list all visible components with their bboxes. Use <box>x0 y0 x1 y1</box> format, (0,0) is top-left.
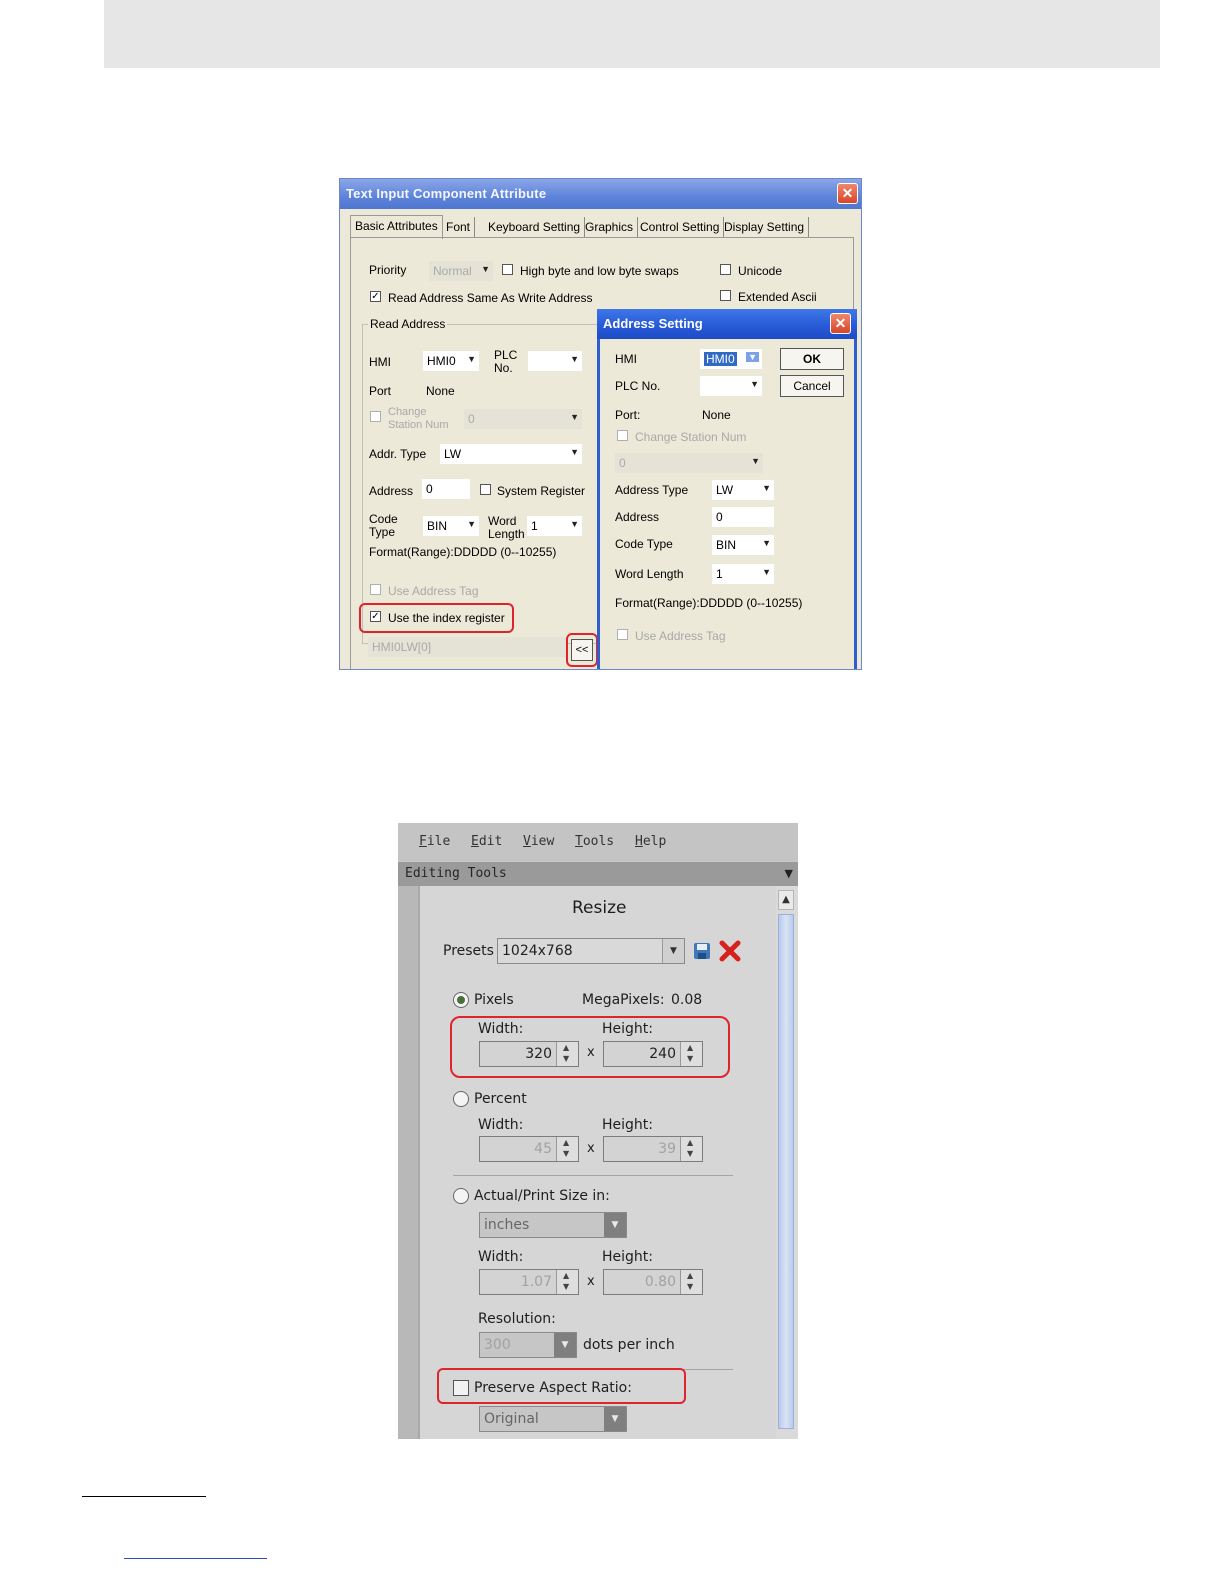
change-station-value: 0 <box>468 412 475 426</box>
port-value: None <box>426 384 455 398</box>
editing-tools-title: Editing Tools <box>405 866 507 881</box>
addr-word-length-label: Word Length <box>615 567 684 581</box>
stepper-arrows[interactable] <box>680 1137 702 1161</box>
chevron-down-icon: ▼ <box>762 567 771 577</box>
chevron-down-icon[interactable]: ▼ <box>563 1054 570 1063</box>
highlight-collapse-button <box>566 633 598 667</box>
addr-word-length-value: 1 <box>716 567 723 581</box>
menu-edit-label: dit <box>478 834 503 849</box>
chevron-down-icon[interactable]: ▼ <box>687 1149 694 1158</box>
divider <box>453 1175 733 1176</box>
actual-size-label: Actual/Print Size in: <box>474 1188 610 1204</box>
system-register-checkbox[interactable] <box>480 484 491 495</box>
read-same-label: Read Address Same As Write Address <box>388 291 593 305</box>
resolution-label: Resolution: <box>478 1311 556 1327</box>
menu-help-mnemonic: H <box>635 834 643 849</box>
chevron-up-icon[interactable]: ▲ <box>687 1271 694 1280</box>
chevron-down-icon: ▼ <box>762 538 771 548</box>
close-icon[interactable]: ✕ <box>830 313 851 334</box>
tab-basic-attributes[interactable]: Basic Attributes <box>350 215 443 239</box>
menu-edit-mnemonic: E <box>471 834 479 849</box>
use-address-tag-checkbox[interactable] <box>370 584 381 595</box>
chevron-down-icon: ▼ <box>467 519 476 529</box>
addr-change-station-label: Change Station Num <box>635 430 747 444</box>
tab-control-setting[interactable]: Control Setting <box>636 217 724 237</box>
presets-dropdown[interactable] <box>497 938 685 964</box>
menu-tools-mnemonic: T <box>575 834 583 849</box>
unit-dropdown[interactable] <box>479 1212 627 1238</box>
highlight-index-register <box>359 603 514 633</box>
menu-file-mnemonic: F <box>419 834 427 849</box>
stepper-arrows[interactable] <box>556 1270 578 1294</box>
pixels-width-value: 320 <box>525 1046 552 1062</box>
pixels-radio[interactable] <box>453 992 469 1008</box>
chevron-down-icon: ▼ <box>750 379 759 389</box>
dialog-title: Text Input Component Attribute <box>346 186 547 201</box>
pixels-radio-dot <box>457 996 465 1004</box>
change-station-checkbox[interactable] <box>370 411 381 422</box>
resize-tool-window <box>398 823 798 1439</box>
chevron-down-icon: ▼ <box>554 1333 576 1357</box>
address-label: Address <box>369 484 414 498</box>
percent-width-stepper[interactable] <box>479 1136 579 1162</box>
address-input[interactable]: 0 <box>422 479 470 499</box>
use-index-register-checkbox[interactable]: ✓ <box>371 611 380 622</box>
chevron-down-icon: ▼ <box>662 939 684 963</box>
menu-help[interactable] <box>635 834 666 849</box>
addr-type-label: Addr. Type <box>369 447 427 461</box>
footer-link-rule <box>124 1558 267 1559</box>
extended-ascii-label: Extended Ascii <box>738 290 817 304</box>
chevron-down-icon: ▼ <box>762 483 771 493</box>
presets-label: Presets <box>443 943 494 959</box>
chevron-down-icon: ▼ <box>570 354 579 364</box>
addr-type-value: LW <box>716 483 734 497</box>
tab-keyboard-setting[interactable]: Keyboard Setting <box>484 217 585 237</box>
format-range-text: Format(Range):DDDDD (0--10255) <box>369 545 557 559</box>
hmi-value: HMI0 <box>427 354 456 368</box>
unicode-checkbox[interactable] <box>720 264 731 275</box>
menu-file[interactable] <box>419 834 450 849</box>
menu-bar <box>398 823 798 861</box>
addr-address-label: Address <box>615 510 660 524</box>
caret-down-icon[interactable]: ▼ <box>784 867 793 880</box>
preserve-aspect-label: Preserve Aspect Ratio: <box>474 1380 632 1396</box>
megapixels-label: MegaPixels: <box>582 992 665 1008</box>
addr-use-address-tag-checkbox[interactable] <box>617 629 628 640</box>
presets-value: 1024x768 <box>502 943 573 959</box>
byte-swap-checkbox[interactable] <box>502 264 513 275</box>
chevron-up-icon[interactable]: ▲ <box>563 1271 570 1280</box>
menu-edit[interactable] <box>471 834 502 849</box>
addr-hmi-value: HMI0 <box>706 352 735 366</box>
address-setting-title: Address Setting <box>603 316 703 331</box>
plc-no-dropdown[interactable] <box>528 351 582 371</box>
use-index-register-label: Use the index register <box>388 611 505 625</box>
priority-value: Normal <box>433 264 472 278</box>
actual-width-stepper[interactable] <box>479 1269 579 1295</box>
addr-word-length-dropdown[interactable] <box>712 564 774 584</box>
resolution-dropdown[interactable] <box>479 1332 577 1358</box>
percent-width-label: Width: <box>478 1117 524 1133</box>
code-type-value: BIN <box>427 519 448 533</box>
percent-height-stepper[interactable] <box>603 1136 703 1162</box>
chevron-down-icon[interactable]: ▼ <box>687 1054 694 1063</box>
addr-plc-dropdown[interactable] <box>700 376 762 396</box>
index-register-field[interactable]: HMI0LW[0] <box>368 637 566 657</box>
chevron-down-icon[interactable]: ▼ <box>563 1282 570 1291</box>
chevron-down-icon: ▼ <box>604 1407 626 1431</box>
chevron-down-icon: ▼ <box>751 456 760 466</box>
resize-panel <box>418 886 776 1439</box>
addr-hmi-label: HMI <box>615 352 637 366</box>
chevron-down-icon: ▼ <box>570 447 579 457</box>
chevron-down-icon[interactable]: ▼ <box>687 1282 694 1291</box>
highlight-preserve-aspect <box>437 1368 686 1404</box>
actual-width-label: Width: <box>478 1249 524 1265</box>
percent-height-value: 39 <box>658 1141 676 1157</box>
address-setting-dialog <box>597 309 857 670</box>
addr-address-input[interactable]: 0 <box>712 507 774 527</box>
addr-change-station-checkbox[interactable] <box>617 430 628 441</box>
cancel-button[interactable]: Cancel <box>780 375 844 397</box>
byte-swap-label: High byte and low byte swaps <box>520 264 679 278</box>
chevron-down-icon: ▼ <box>570 519 579 529</box>
hmi-label: HMI <box>369 355 391 369</box>
chevron-down-icon: ▼ <box>467 354 476 364</box>
word-length-value: 1 <box>531 519 538 533</box>
dpi-label: dots per inch <box>583 1337 675 1353</box>
priority-label: Priority <box>369 263 407 277</box>
plc-no-label: PLC No. <box>494 348 518 375</box>
percent-radio[interactable] <box>453 1091 469 1107</box>
menu-tools[interactable] <box>575 834 614 849</box>
menu-help-label: elp <box>642 834 667 849</box>
menu-file-label: ile <box>426 834 451 849</box>
addr-use-address-tag-label: Use Address Tag <box>635 629 726 643</box>
scroll-thumb[interactable] <box>778 914 794 1429</box>
menu-view[interactable] <box>523 834 554 849</box>
word-length-label: Word Length <box>488 514 525 541</box>
code-type-dropdown[interactable] <box>423 516 479 536</box>
addr-code-type-label: Code Type <box>615 537 673 551</box>
editing-tools-header[interactable] <box>398 862 798 886</box>
chevron-up-icon[interactable]: ▲ <box>563 1138 570 1147</box>
addr-station-dropdown[interactable] <box>615 453 763 473</box>
addr-type-dropdown[interactable] <box>440 444 582 464</box>
chevron-down-icon: ▼ <box>604 1213 626 1237</box>
times-sign: x <box>587 1274 595 1289</box>
actual-height-value: 0.80 <box>644 1274 676 1290</box>
addr-hmi-dropdown[interactable] <box>700 349 762 369</box>
tab-bar <box>350 215 850 239</box>
pixels-height-value: 240 <box>649 1046 676 1062</box>
unit-value: inches <box>484 1217 530 1233</box>
save-icon[interactable] <box>693 942 711 960</box>
pixels-height-label: Height: <box>602 1021 653 1037</box>
addr-port-label: Port: <box>615 408 641 422</box>
chevron-up-icon[interactable]: ▲ <box>687 1043 694 1052</box>
chevron-down-icon: ▼ <box>570 412 579 422</box>
scroll-up-icon[interactable]: ▲ <box>778 890 794 910</box>
left-gutter <box>398 886 418 1439</box>
highlight-pixel-dimensions <box>450 1016 730 1078</box>
dialog-titlebar <box>340 179 861 209</box>
pixels-width-label: Width: <box>478 1021 524 1037</box>
addr-type-value: LW <box>444 447 462 461</box>
priority-dropdown[interactable] <box>429 261 493 281</box>
percent-height-label: Height: <box>602 1117 653 1133</box>
read-same-checkbox[interactable]: ✓ <box>371 291 380 302</box>
menu-view-label: iew <box>530 834 555 849</box>
resolution-value: 300 <box>484 1337 511 1353</box>
actual-height-label: Height: <box>602 1249 653 1265</box>
chevron-up-icon[interactable]: ▲ <box>563 1043 570 1052</box>
collapse-button[interactable]: << <box>571 639 593 661</box>
addr-station-value: 0 <box>619 456 626 470</box>
page-header-band <box>104 0 1160 68</box>
change-station-label: Change Station Num <box>388 406 449 431</box>
read-address-group-label: Read Address <box>370 317 446 331</box>
system-register-label: System Register <box>497 484 586 498</box>
menu-view-mnemonic: V <box>523 834 531 849</box>
addr-code-type-value: BIN <box>716 538 737 552</box>
times-sign: x <box>587 1141 595 1156</box>
addr-plc-label: PLC No. <box>615 379 661 393</box>
chevron-down-icon: ▼ <box>481 264 490 274</box>
address-setting-titlebar <box>597 309 857 339</box>
close-icon[interactable]: ✕ <box>837 183 858 204</box>
hmi-dropdown[interactable] <box>423 351 479 371</box>
tab-graphics[interactable]: Graphics <box>581 217 638 237</box>
percent-label: Percent <box>474 1091 527 1107</box>
actual-size-radio[interactable] <box>453 1188 469 1204</box>
unicode-label: Unicode <box>738 264 783 278</box>
vertical-scrollbar[interactable] <box>776 886 798 1439</box>
tab-display-setting[interactable]: Display Setting <box>720 217 809 237</box>
aspect-preset-dropdown[interactable] <box>479 1406 627 1432</box>
addr-port-value: None <box>702 408 731 422</box>
ok-button[interactable]: OK <box>780 348 844 370</box>
delete-icon[interactable] <box>718 939 742 963</box>
addr-code-type-dropdown[interactable] <box>712 535 774 555</box>
actual-height-stepper[interactable] <box>603 1269 703 1295</box>
text-input-attribute-dialog <box>339 178 862 670</box>
addr-type-label: Address Type <box>615 483 689 497</box>
code-type-label: Code Type <box>369 512 398 539</box>
use-address-tag-label: Use Address Tag <box>388 584 479 598</box>
aspect-preset-value: Original <box>484 1411 539 1427</box>
megapixels-value: 0.08 <box>671 992 703 1008</box>
chevron-up-icon[interactable]: ▲ <box>687 1138 694 1147</box>
change-station-dropdown[interactable] <box>464 409 582 429</box>
actual-width-value: 1.07 <box>520 1274 552 1290</box>
addr-format-text: Format(Range):DDDDD (0--10255) <box>615 596 803 610</box>
word-length-dropdown[interactable] <box>527 516 582 536</box>
pixels-label: Pixels <box>474 992 514 1008</box>
chevron-down-icon[interactable]: ▼ <box>563 1149 570 1158</box>
stepper-arrows[interactable] <box>556 1137 578 1161</box>
menu-tools-label: ools <box>582 834 615 849</box>
footnote-rule <box>82 1496 206 1497</box>
stepper-arrows[interactable] <box>680 1270 702 1294</box>
section-title: Resize <box>572 898 627 918</box>
port-label: Port <box>369 384 392 398</box>
tab-font[interactable]: Font <box>442 217 475 237</box>
percent-width-value: 45 <box>534 1141 552 1157</box>
times-sign: x <box>587 1045 595 1060</box>
extended-ascii-checkbox[interactable] <box>720 290 731 301</box>
chevron-down-icon: ▼ <box>748 352 757 362</box>
addr-type-dropdown[interactable] <box>712 480 774 500</box>
